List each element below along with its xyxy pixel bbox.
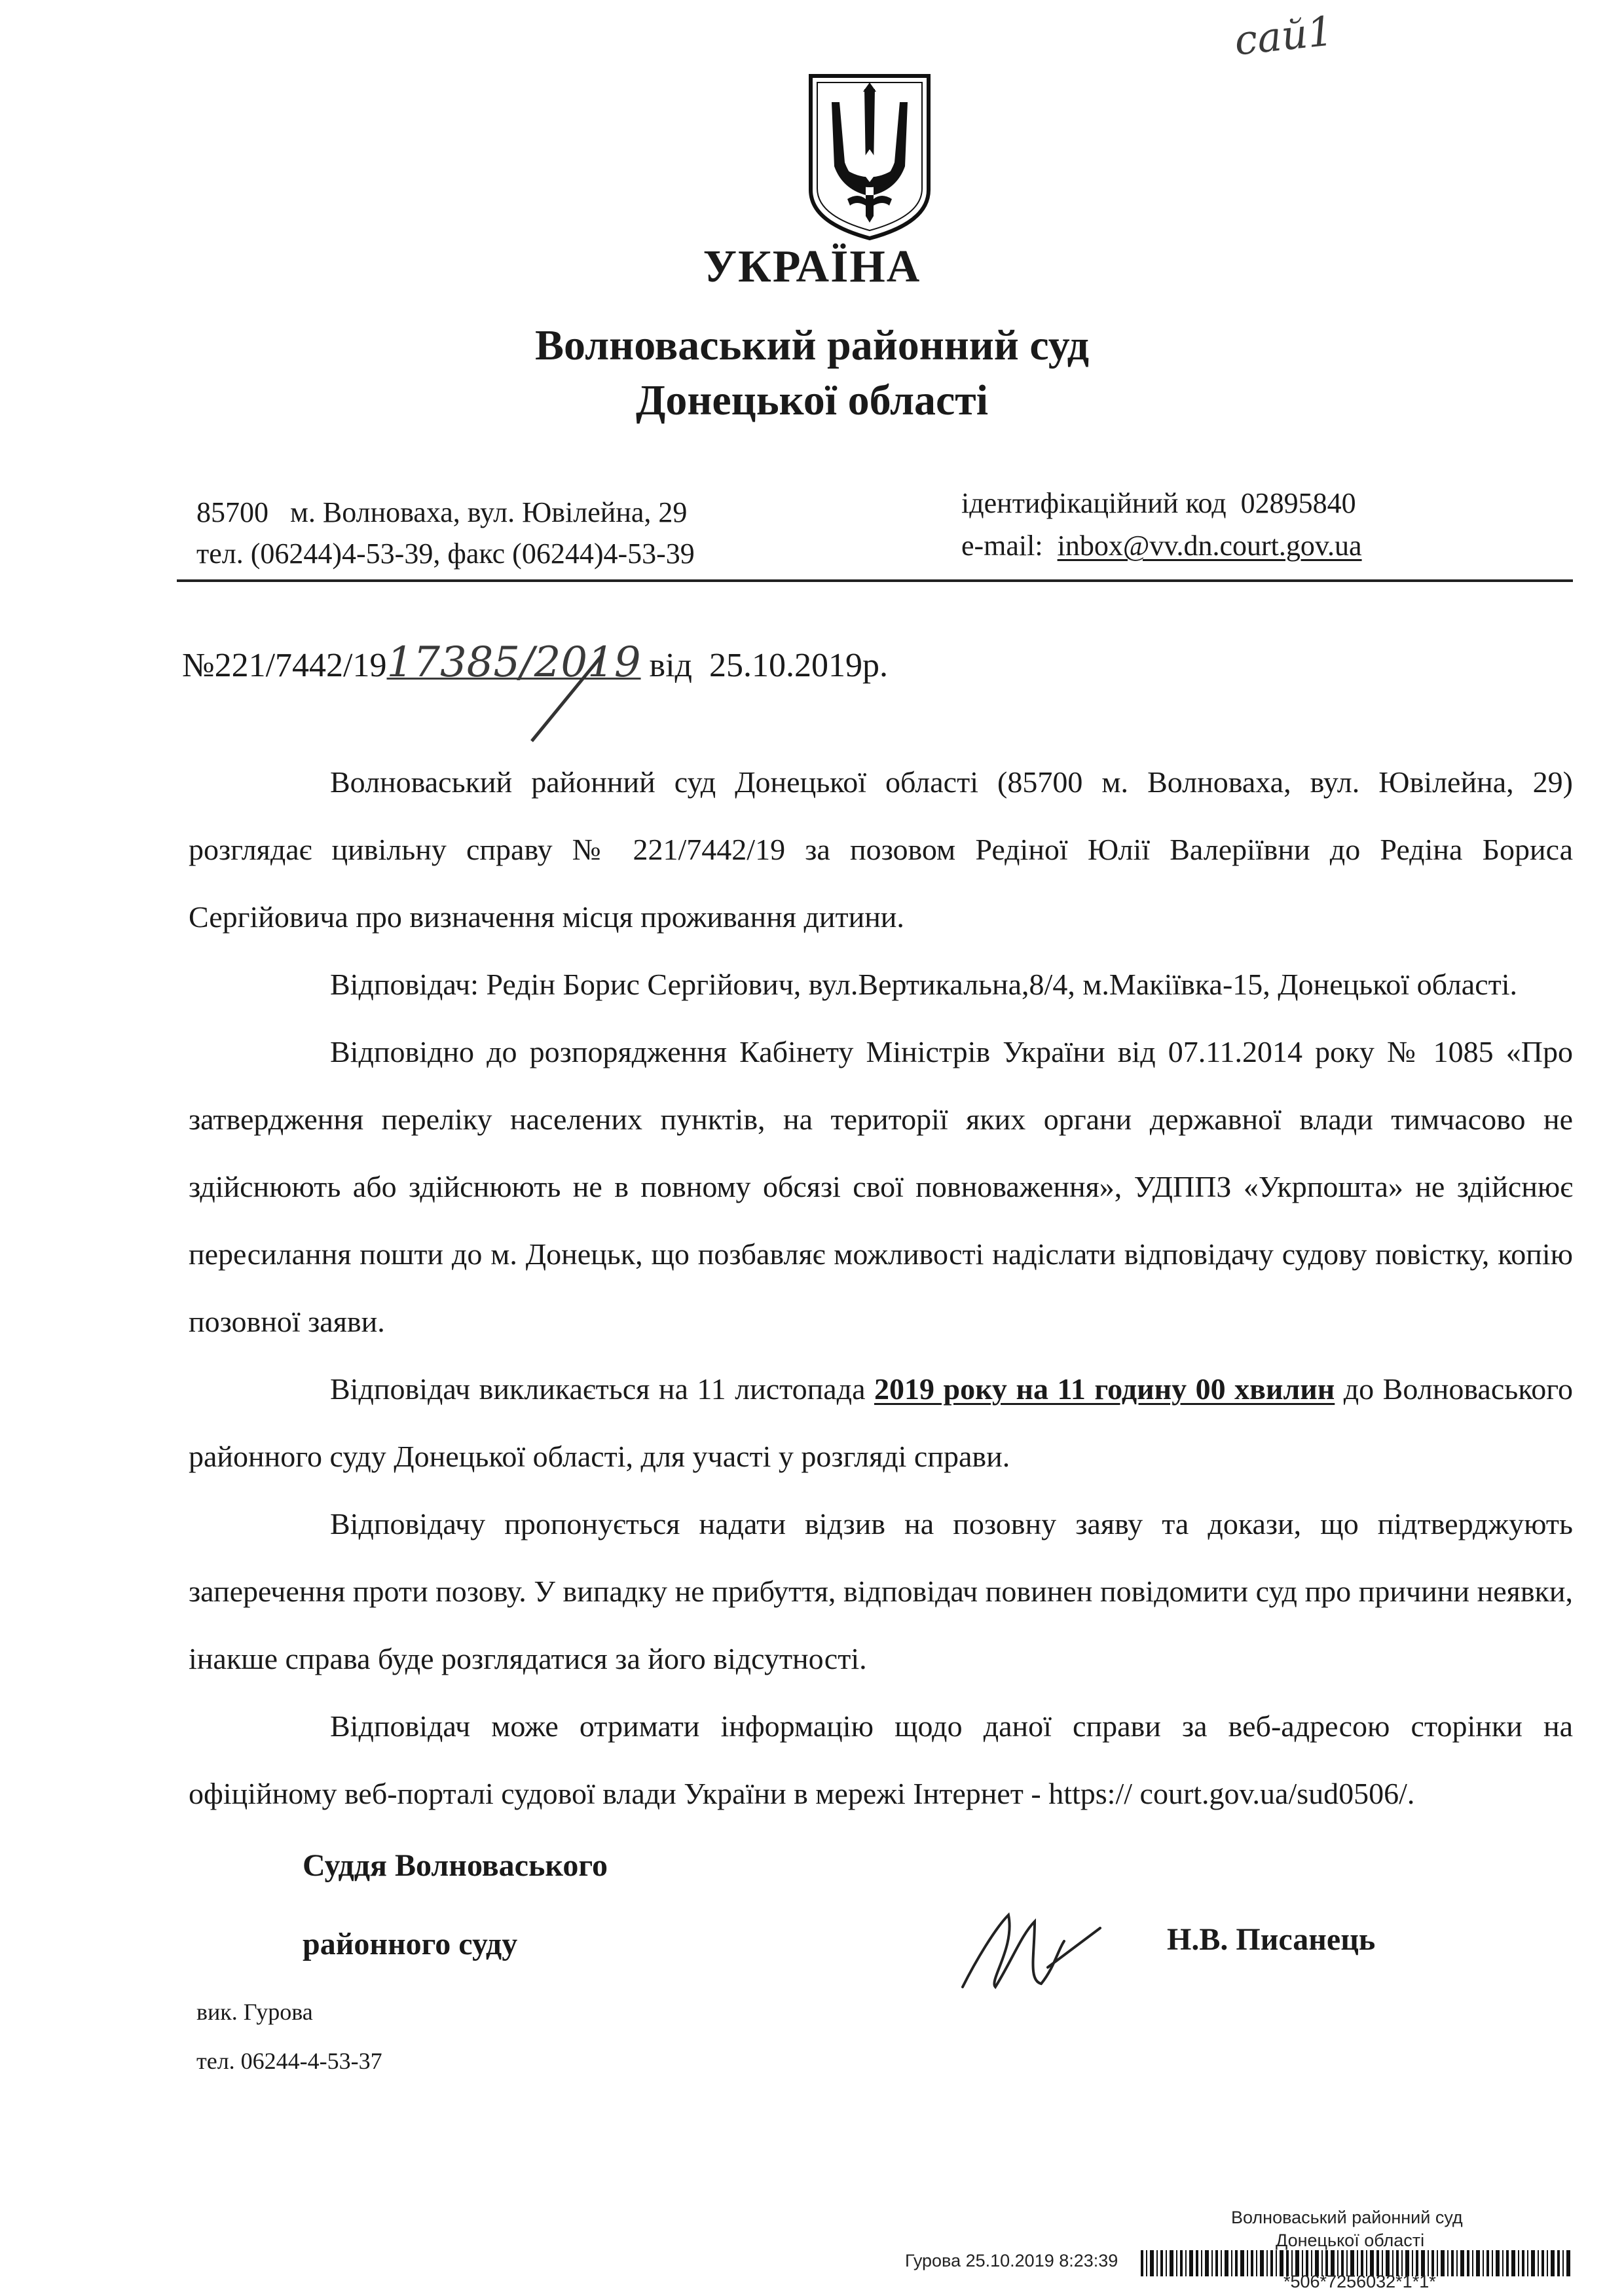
- email-link[interactable]: inbox@vv.dn.court.gov.ua: [1057, 530, 1362, 562]
- court-phones: тел. (06244)4-53-39, факс (06244)4-53-39: [196, 538, 695, 570]
- registration-number: №221/7442/19: [182, 647, 387, 684]
- id-code-value: 02895840: [1240, 487, 1356, 519]
- executor-name: вик. Гурова: [196, 1999, 313, 2025]
- id-code-label: ідентифікаційний код: [961, 487, 1227, 519]
- paragraph-case: Волноваський районний суд Донецької області (85700 м. Волноваха, вул. Ювілейна, 29) розглядає цивільну справу № 221/7442/19 за позовом Редіної Юлії Валеріївни до Редіна Бориса Сергійовича про визначення місця проживання дитини.: [189, 765, 1573, 934]
- court-email: [961, 529, 1362, 562]
- judge-title-line1: Суддя Волноваського: [303, 1848, 608, 1883]
- letter-body: [189, 748, 1573, 1827]
- paragraph-summons: Відповідач викликається на 11 листопада 2019 року на 11 годину 00 хвилин до Волноваського районного суду Донецької області, для участі у розгляді справи.: [189, 1372, 1573, 1473]
- letter-date: 25.10.2019р.: [709, 647, 889, 684]
- paragraph-post-restriction: Відповідно до розпорядження Кабінету Міністрів України від 07.11.2014 року № 1085 «Про затвердження переліку населених пунктів, на території яких органи державної влади тимчасово не здійснюють або здійснюють не в повному обсязі свої повноваження», УДППЗ «Укрпошта» не здійснює пересилання пошти до м. Донецьк, що позбавляє можливості надіслати відповідачу судову повістку, копію позовної заяви.: [189, 1035, 1573, 1338]
- handwritten-slash-mark: [524, 648, 616, 746]
- stamp-court-line1: Волноваський районний суд: [1231, 2208, 1463, 2227]
- judge-title-line2: районного суду: [303, 1927, 518, 1961]
- email-label: e-mail:: [961, 530, 1043, 562]
- barcode-text: *506*7256032*1*1*: [1283, 2272, 1436, 2291]
- paragraph-defendant: Відповідач: Редін Борис Сергійович, вул.Вертикальна,8/4, м.Макіївка-15, Донецької області.: [330, 968, 1518, 1001]
- id-code: [961, 486, 1356, 520]
- stamp-court-line2: Донецької області: [1276, 2231, 1425, 2250]
- paragraph-web-info: Відповідач може отримати інформацію щодо даної справи за веб-адресою сторінки на офіційному веб-порталі судової влади України в мережі Інтернет - https:// court.gov.ua/sud0506/.: [189, 1709, 1573, 1810]
- postcode: 85700: [196, 496, 268, 528]
- stamp-timestamp: Гурова 25.10.2019 8:23:39: [905, 2251, 1118, 2270]
- trident-coat-of-arms-icon: [805, 71, 934, 242]
- street-address: м. Волноваха, вул. Ювілейна, 29: [290, 496, 688, 528]
- court-address: [196, 496, 687, 529]
- judge-name: Н.В. Писанець: [1167, 1922, 1376, 1957]
- header-divider: [177, 579, 1573, 582]
- executor-phone: тел. 06244-4-53-37: [196, 2048, 382, 2074]
- handwritten-signature-icon: [950, 1889, 1107, 2000]
- hearing-time: 2019 року на 11 годину 00 хвилин: [874, 1372, 1335, 1406]
- handwritten-incoming-number: 17385/2019: [386, 638, 641, 687]
- handwritten-corner-note: сай1: [1232, 7, 1336, 65]
- paragraph-response-request: Відповідачу пропонується надати відзив на позовну заяву та докази, що підтверджують заперечення проти позову. У випадку не прибуття, відповідач повинен повідомити суд про причини неявки, інакше справа буде розглядатися за його відсутності.: [189, 1507, 1573, 1675]
- court-name-line2: Донецької області: [635, 376, 989, 424]
- court-name-line1: Волноваський районний суд: [535, 321, 1089, 369]
- date-label: від: [649, 647, 693, 684]
- country-title: УКРАЇНА: [703, 242, 921, 292]
